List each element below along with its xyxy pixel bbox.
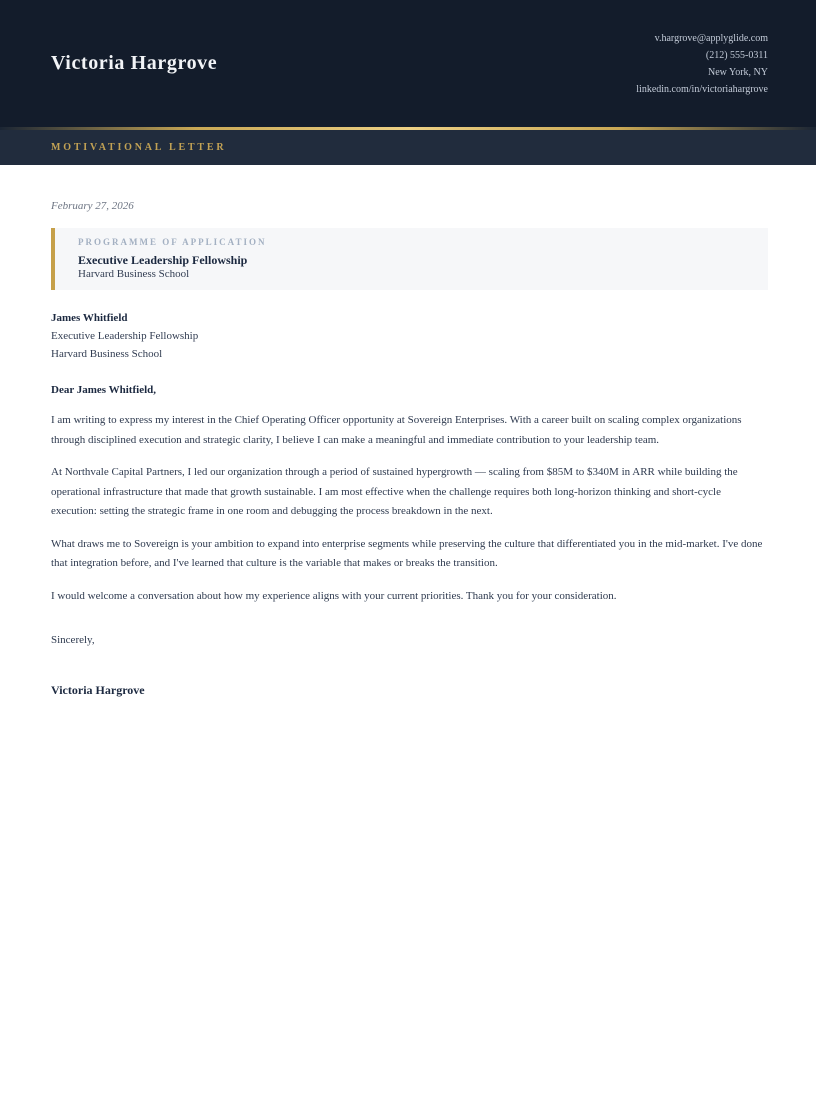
document-type-banner <box>0 130 816 165</box>
closing: Sincerely, <box>51 634 95 646</box>
letter-paragraph-1: I am writing to express my interest in the Chief Operating Officer opportunity at Sovereign Enterprises. With a career built on scaling complex organizations through disciplined execution and strategic clarity, I believe I can make a meaningful and immediate contribution to your leadership team. <box>51 414 742 446</box>
recipient-institution: Harvard Business School <box>51 348 163 360</box>
salutation: Dear James Whitfield, <box>51 384 156 396</box>
contact-email: v.hargrove@applyglide.com <box>654 32 768 44</box>
programme-title: Executive Leadership Fellowship <box>78 253 248 267</box>
letter-content <box>0 165 816 698</box>
contact-phone: (212) 555-0311 <box>705 49 768 61</box>
letter-paragraph-3: What draws me to Sovereign is your ambition to expand into enterprise segments while preserving the culture that differentiated you in the mid-market. I've done that integration before, and I've learned that culture is the variable that makes or breaks the transition. <box>51 537 763 569</box>
programme-eyebrow: PROGRAMME OF APPLICATION <box>78 237 267 247</box>
letter-paragraph-2: At Northvale Capital Partners, I led our organization through a period of sustained hypergrowth — scaling from $85M to $340M in ARR while building the operational infrastructure that made that growth sustainable. I am most effective when the challenge requires both long-horizon thinking and short-cycle execution: setting the strategic frame in one room and debugging the process breakdown in the next. <box>51 466 738 517</box>
signature-name: Victoria Hargrove <box>51 683 145 697</box>
author-name: Victoria Hargrove <box>51 52 218 74</box>
recipient-role: Executive Leadership Fellowship <box>51 330 199 342</box>
contact-block <box>636 30 768 98</box>
recipient-name: James Whitfield <box>51 312 128 324</box>
contact-location: New York, NY <box>707 66 768 78</box>
letter-paragraph-4: I would welcome a conversation about how my experience aligns with your current priorities. Thank you for your consideration. <box>51 589 617 602</box>
letterhead <box>0 0 816 127</box>
contact-linkedin: linkedin.com/in/victoriahargrove <box>636 83 768 95</box>
letter-date: February 27, 2026 <box>51 200 134 212</box>
programme-institution: Harvard Business School <box>78 268 190 280</box>
document-type-label: MOTIVATIONAL LETTER <box>51 142 227 153</box>
recipient-block <box>51 309 768 363</box>
programme-callout <box>51 228 768 290</box>
